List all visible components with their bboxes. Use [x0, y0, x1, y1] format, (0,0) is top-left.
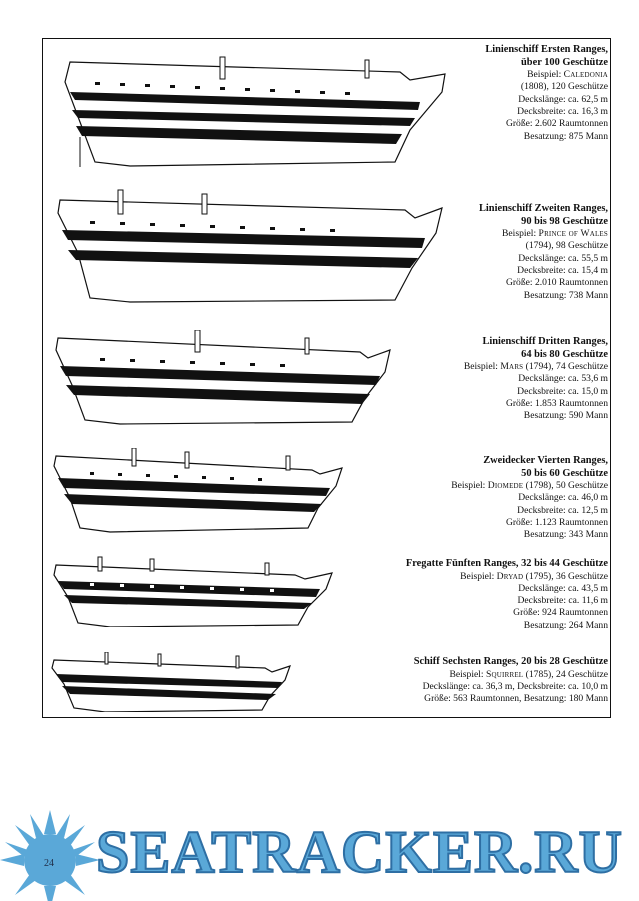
ship-title: Zweidecker Vierten Ranges, [483, 455, 608, 466]
example-line: Beispiel: Prince of Wales [502, 228, 608, 240]
ship-illustration-fifth-rate [50, 555, 340, 627]
watermark-footer [0, 800, 639, 901]
crew: Besatzung: 590 Mann [523, 410, 608, 422]
ship-subtitle: 64 bis 80 Geschütze [521, 348, 608, 360]
example-detail: (1794), 98 Geschütze [525, 240, 608, 252]
tonnage: Größe: 1.123 Raumtonnen [505, 517, 608, 529]
deck-width: Decksbreite: ca. 16,3 m [517, 106, 608, 118]
deck-width: Decksbreite: ca. 15,0 m [517, 385, 608, 397]
ship-info-fourth-rate [451, 455, 608, 542]
ship-subtitle: 90 bis 98 Geschütze [521, 215, 608, 227]
deck-width: Decksbreite: ca. 11,6 m [517, 595, 608, 607]
ship-title: Linienschiff Ersten Ranges, [485, 44, 608, 55]
deck-length: Deckslänge: ca. 46,0 m [518, 492, 608, 504]
deck-length: Deckslänge: ca. 53,6 m [518, 373, 608, 385]
ship-subtitle: über 100 Geschütze [521, 56, 608, 68]
ship-title: Linienschiff Zweiten Ranges, [478, 203, 608, 214]
ship-name: Caledonia [563, 69, 608, 81]
tonnage: Größe: 2.602 Raumtonnen [505, 118, 608, 130]
example-line: Beispiel: Squirrel (1785), 24 Geschütze [449, 668, 608, 680]
deck-width: Decksbreite: ca. 12,5 m [517, 504, 608, 516]
ship-title: Schiff Sechsten Ranges, 20 bis 28 Geschütze [413, 656, 608, 667]
example-detail: (1808), 120 Geschütze [520, 81, 608, 93]
ship-illustration-third-rate [50, 330, 410, 425]
tonnage: Größe: 1.853 Raumtonnen [505, 398, 608, 410]
ship-illustration-fourth-rate [50, 448, 350, 533]
ship-name: Diomede [487, 480, 524, 492]
sun-logo-icon [0, 800, 110, 901]
deck-width: Decksbreite: ca. 15,4 m [517, 265, 608, 277]
ship-subtitle: 50 bis 60 Geschütze [521, 467, 608, 479]
watermark-text: SEATRACKER.RU [96, 819, 623, 885]
ship-info-sixth-rate [414, 656, 608, 705]
example-line: Beispiel: Mars (1794), 74 Geschütze [463, 361, 608, 373]
example-line: Beispiel: Diomede (1798), 50 Geschütze [451, 480, 608, 492]
deck-length: Deckslänge: ca. 62,5 m [518, 93, 608, 105]
ship-name: Squirrel [486, 668, 524, 680]
ship-name: Prince of Wales [538, 228, 608, 240]
ship-illustration-second-rate [50, 188, 450, 306]
ship-title: Fregatte Fünften Ranges, 32 bis 44 Geschütze [405, 558, 608, 569]
tonnage: Größe: 924 Raumtonnen [513, 607, 608, 619]
page-number: 24 [44, 858, 54, 869]
tonnage-crew: Größe: 563 Raumtonnen, Besatzung: 180 Mann [424, 693, 608, 705]
crew: Besatzung: 343 Mann [523, 529, 608, 541]
deck-length: Deckslänge: ca. 55,5 m [518, 252, 608, 264]
crew: Besatzung: 264 Mann [523, 619, 608, 631]
example-line: Beispiel: Caledonia [527, 69, 608, 81]
deck-length: Deckslänge: ca. 43,5 m [518, 582, 608, 594]
ship-title: Linienschiff Dritten Ranges, [482, 336, 608, 347]
tonnage: Größe: 2.010 Raumtonnen [505, 277, 608, 289]
ship-info-third-rate [464, 336, 608, 423]
ship-name: Mars [500, 361, 524, 373]
crew: Besatzung: 875 Mann [523, 130, 608, 142]
ship-info-second-rate [479, 203, 608, 302]
ship-illustration-first-rate [50, 52, 450, 170]
ship-info-first-rate [485, 44, 608, 143]
example-line: Beispiel: Dryad (1795), 36 Geschütze [460, 570, 608, 582]
ship-illustration-sixth-rate [50, 652, 300, 712]
ship-info-fifth-rate [406, 558, 608, 632]
deck-dimensions: Deckslänge: ca. 36,3 m, Decksbreite: ca. 10,0 m [422, 680, 608, 692]
crew: Besatzung: 738 Mann [523, 289, 608, 301]
ship-name: Dryad [496, 570, 524, 582]
